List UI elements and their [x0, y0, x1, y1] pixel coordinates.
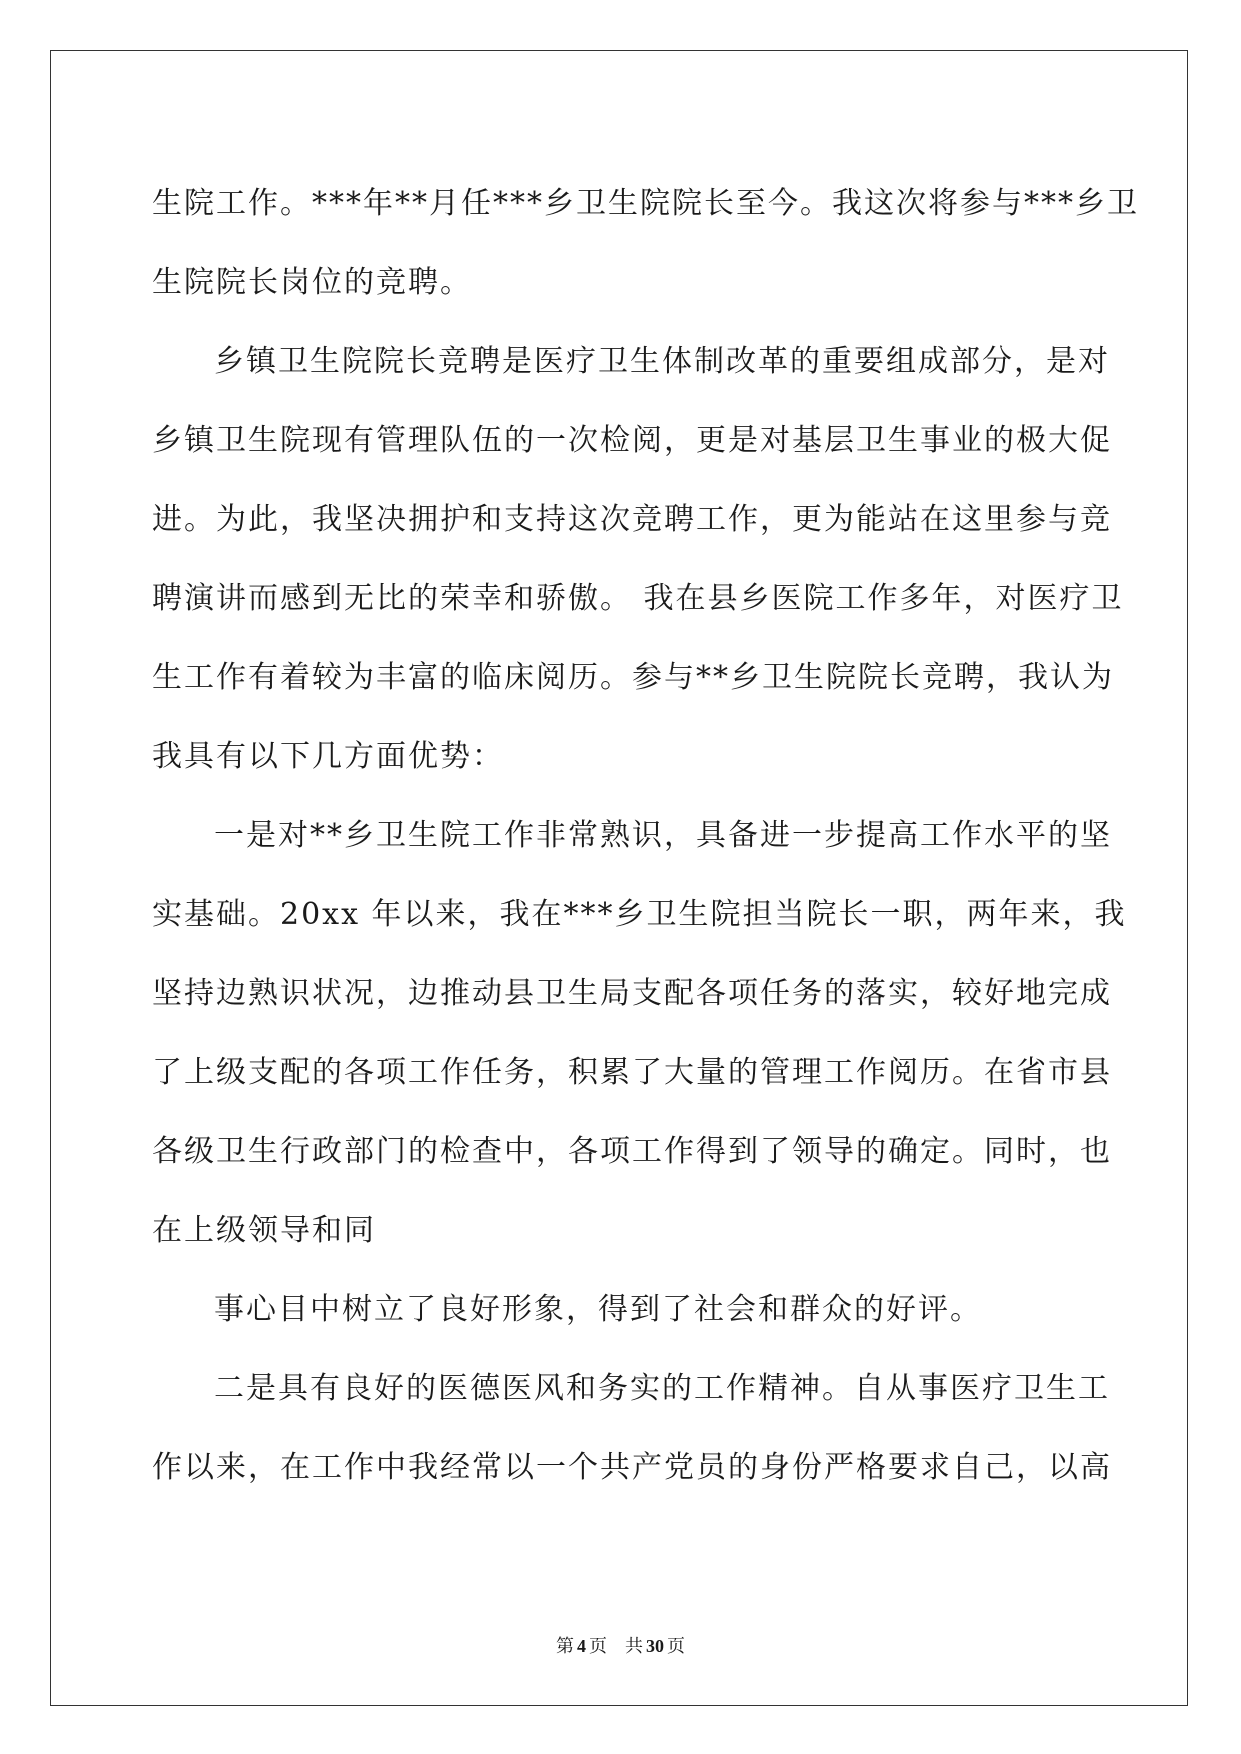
text-line: 生院工作。***年**月任***乡卫生院院长至今。我这次将参与***乡卫 [152, 186, 1139, 221]
page-label-prefix: 第 [556, 1636, 574, 1657]
document-body [152, 164, 1139, 1507]
text-line: 了上级支配的各项工作任务，积累了大量的管理工作阅历。在省市县 [152, 1055, 1112, 1090]
text-line: 实基础。20xx 年以来，我在***乡卫生院担当院长一职，两年来，我 [152, 897, 1127, 932]
text-line: 我具有以下几方面优势： [152, 739, 504, 774]
text-line: 进。为此，我坚决拥护和支持这次竞聘工作，更为能站在这里参与竞 [152, 502, 1112, 537]
text-line: 一是对**乡卫生院工作非常熟识，具备进一步提高工作水平的坚 [214, 818, 1112, 853]
text-line: 二是具有良好的医德医风和务实的工作精神。自从事医疗卫生工 [214, 1371, 1110, 1406]
text-line: 乡镇卫生院院长竞聘是医疗卫生体制改革的重要组成部分，是对 [214, 344, 1110, 379]
text-line: 坚持边熟识状况，边推动县卫生局支配各项任务的落实，较好地完成 [152, 976, 1112, 1011]
page-label-suffix: 页 [589, 1636, 607, 1657]
text-line: 乡镇卫生院现有管理队伍的一次检阅，更是对基层卫生事业的极大促 [152, 423, 1112, 458]
page-footer [0, 1632, 1241, 1658]
text-line: 聘演讲而感到无比的荣幸和骄傲。 我在县乡医院工作多年，对医疗卫 [152, 581, 1124, 616]
total-label-prefix: 共 [625, 1636, 643, 1657]
total-label-suffix: 页 [667, 1636, 685, 1657]
text-line: 生工作有着较为丰富的临床阅历。参与**乡卫生院院长竞聘，我认为 [152, 660, 1114, 695]
current-page-number: 4 [577, 1636, 586, 1656]
text-line: 事心目中树立了良好形象，得到了社会和群众的好评。 [214, 1292, 982, 1327]
total-page-count: 30 [646, 1636, 664, 1656]
text-line: 在上级领导和同 [152, 1213, 376, 1248]
text-line: 生院院长岗位的竞聘。 [152, 265, 472, 300]
text-line: 各级卫生行政部门的检查中，各项工作得到了领导的确定。同时，也 [152, 1134, 1112, 1169]
text-line: 作以来，在工作中我经常以一个共产党员的身份严格要求自己，以高 [152, 1450, 1112, 1485]
